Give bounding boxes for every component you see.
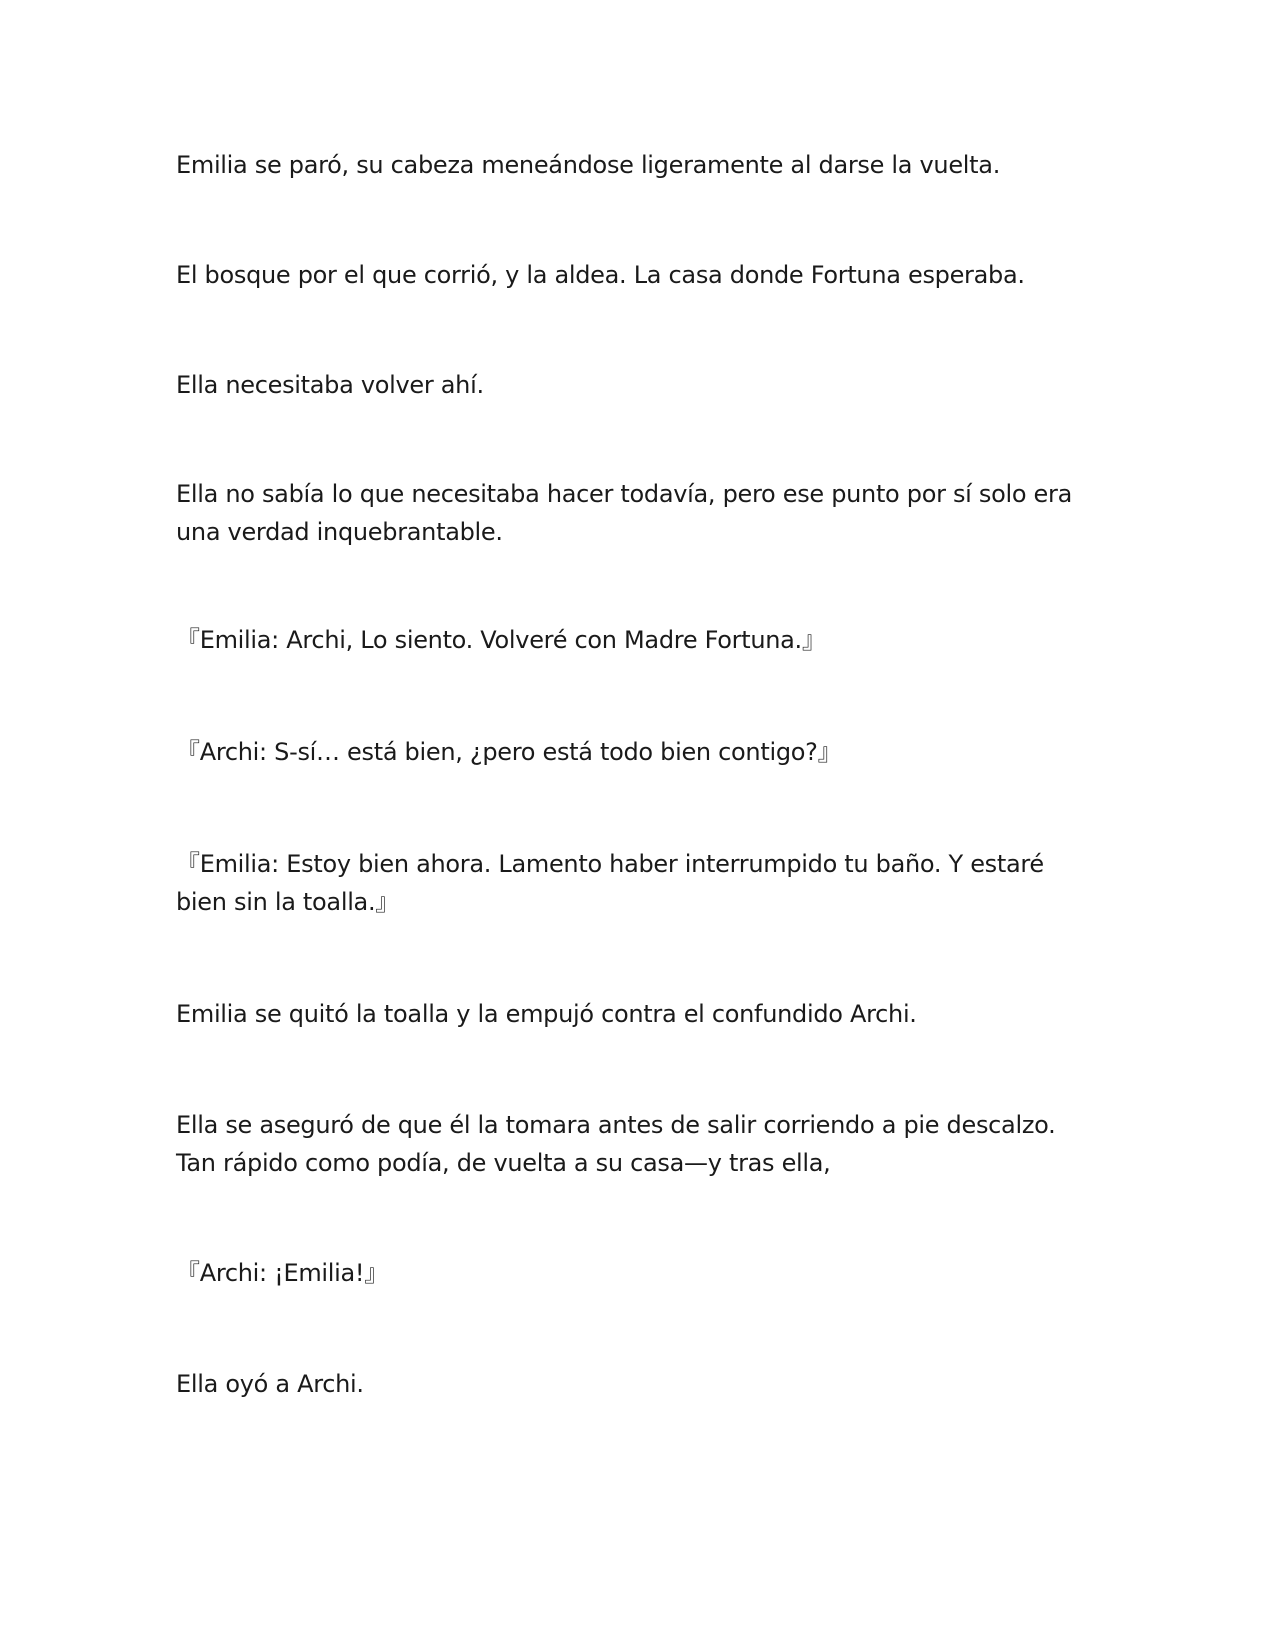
dialogue-line — [176, 621, 1096, 659]
narration-paragraph — [176, 1365, 1096, 1403]
text-line: El bosque por el que corrió, y la aldea. La casa donde Fortuna esperaba. — [176, 261, 1025, 289]
text-line: Ella oyó a Archi. — [176, 1370, 364, 1398]
text-line: bien sin la toalla.』 — [176, 888, 399, 916]
dialogue-line — [176, 733, 1096, 771]
text-line: 『Emilia: Estoy bien ahora. Lamento haber interrumpido tu baño. Y estaré — [176, 850, 1044, 878]
narration-paragraph — [176, 146, 1096, 184]
dialogue-line — [176, 1254, 1096, 1292]
text-line: 『Archi: ¡Emilia!』 — [176, 1259, 388, 1287]
narration-paragraph — [176, 1106, 1096, 1182]
text-line: Tan rápido como podía, de vuelta a su casa—y tras ella, — [176, 1149, 831, 1177]
narration-paragraph — [176, 995, 1096, 1033]
text-line: Ella necesitaba volver ahí. — [176, 371, 484, 399]
narration-paragraph — [176, 256, 1096, 294]
text-line: 『Emilia: Archi, Lo siento. Volveré con Madre Fortuna.』 — [176, 626, 826, 654]
text-line: Emilia se quitó la toalla y la empujó contra el confundido Archi. — [176, 1000, 917, 1028]
text-line: 『Archi: S-sí… está bien, ¿pero está todo bien contigo?』 — [176, 738, 842, 766]
dialogue-line — [176, 845, 1096, 921]
text-line: Ella se aseguró de que él la tomara antes de salir corriendo a pie descalzo. — [176, 1111, 1056, 1139]
narration-paragraph — [176, 475, 1096, 551]
text-line: Emilia se paró, su cabeza meneándose ligeramente al darse la vuelta. — [176, 151, 1001, 179]
text-line: una verdad inquebrantable. — [176, 518, 503, 546]
text-line: Ella no sabía lo que necesitaba hacer todavía, pero ese punto por sí solo era — [176, 480, 1072, 508]
narration-paragraph — [176, 366, 1096, 404]
